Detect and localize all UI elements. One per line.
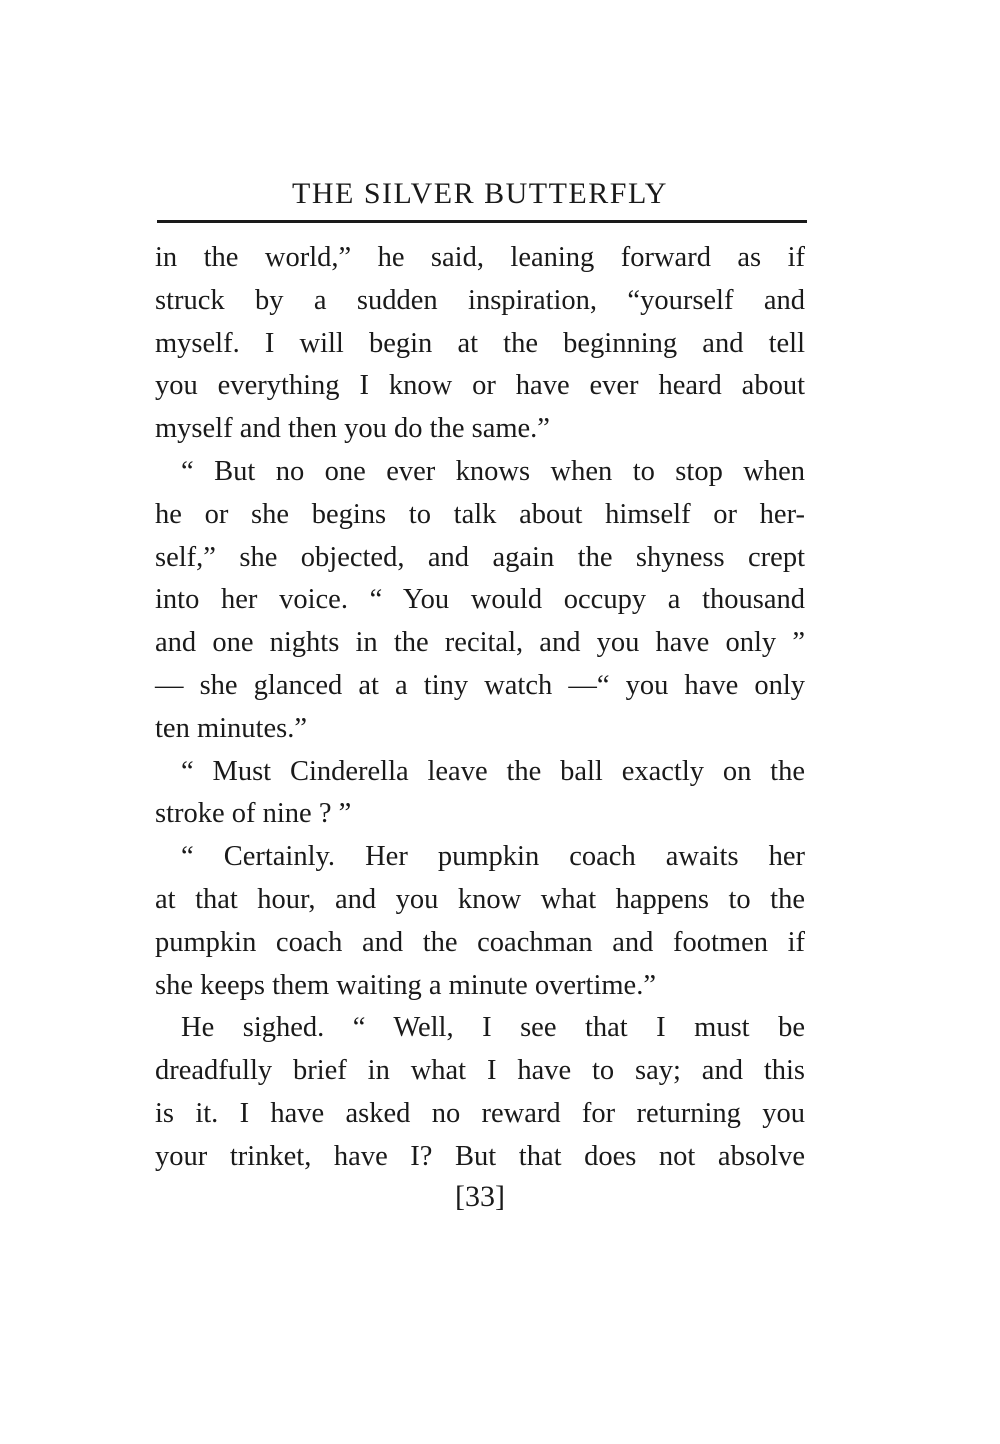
text-line: she keeps them waiting a minute overtime.” [155,969,656,1001]
text-line: self,” she objected, and again the shyness crept [155,541,805,573]
text-line: stroke of nine ? ” [155,798,352,830]
paragraph [155,451,805,751]
text-line: myself. I will begin at the beginning and tell [155,327,805,359]
paragraph [155,836,805,1007]
running-title: THE SILVER BUTTERFLY [292,177,668,210]
text-line: he or she begins to talk about himself or her- [155,498,805,530]
text-line: — she glanced at a tiny watch —“ you have only [155,669,805,701]
text-line: and one nights in the recital, and you have only ” [155,627,805,659]
text-line: pumpkin coach and the coachman and footmen if [155,926,805,958]
text-line: He sighed. “ Well, I see that I must be [181,1012,805,1044]
paragraph [155,751,805,837]
paragraph [155,237,805,451]
text-line: at that hour, and you know what happens to the [155,883,805,915]
text-line: is it. I have asked no reward for returning you [155,1097,805,1129]
text-line: into her voice. “ You would occupy a thousand [155,584,805,616]
text-line: “ Must Cinderella leave the ball exactly on the [181,755,805,787]
page-number: [33] [455,1180,505,1213]
text-line: “ But no one ever knows when to stop when [181,455,805,487]
text-line: myself and then you do the same.” [155,413,550,445]
text-line: your trinket, have I? But that does not absolve [155,1140,805,1172]
text-line: in the world,” he said, leaning forward as if [155,242,805,273]
text-line: dreadfully brief in what I have to say; and this [155,1055,805,1087]
header-rule [157,220,807,223]
body-text [155,237,805,1179]
text-line: “ Certainly. Her pumpkin coach awaits her [181,841,805,873]
text-line: you everything I know or have ever heard about [155,370,805,402]
paragraph [155,1007,805,1178]
text-line: struck by a sudden inspiration, “yourself and [155,284,805,316]
text-line: ten minutes.” [155,712,307,744]
